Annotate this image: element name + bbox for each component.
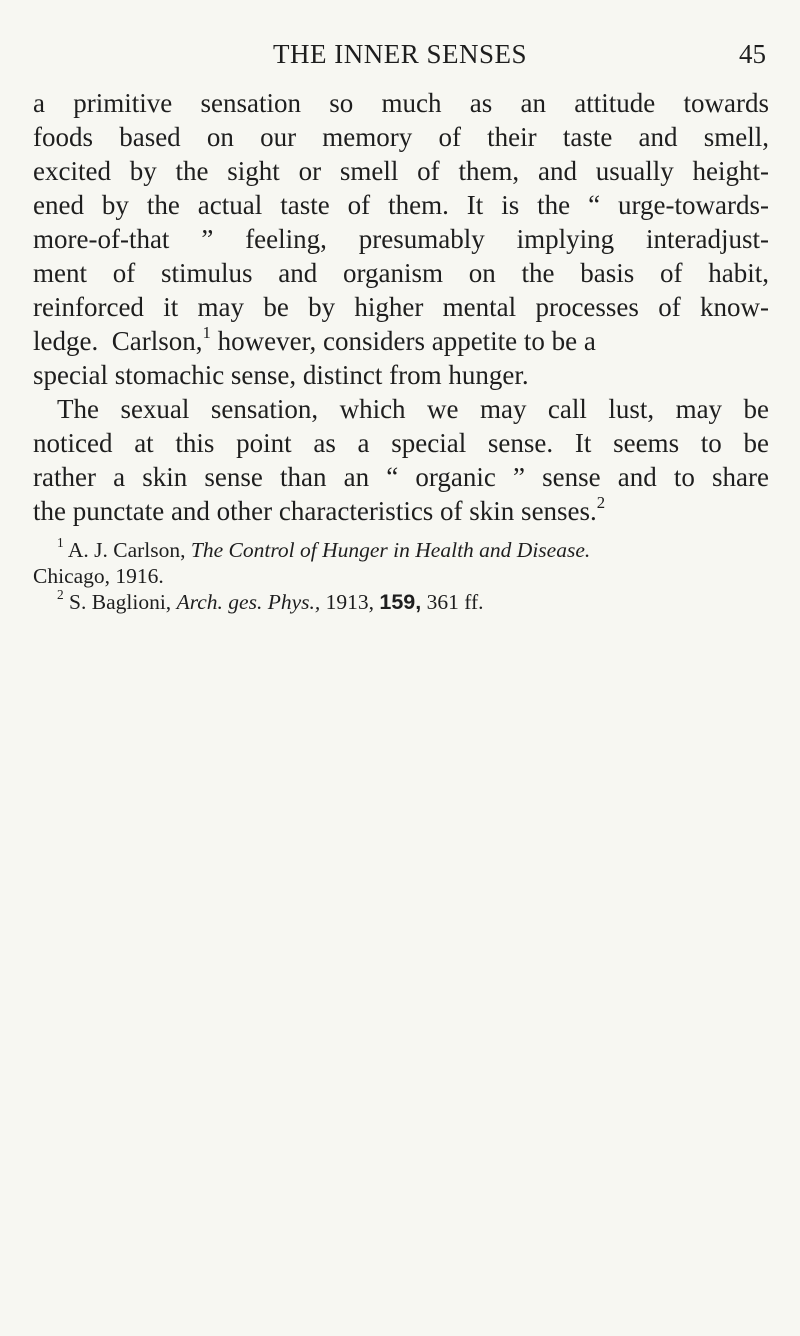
text-line: ened by the actual taste of them. It is the “ urge-towards- [33,190,769,220]
text-line: excited by the sight or smell of them, and usually height- [33,156,769,186]
text-line: rather a skin sense than an “ organic ” sense and to share [33,462,769,492]
footnote-author: A. J. Carlson, [67,538,186,562]
footnote-1-continued: Chicago, 1916. [33,564,164,588]
footnote-number: 1 [57,534,64,550]
page-number: 45 [739,39,766,69]
text-fragment: the punctate and other characteristics of skin senses. [33,496,597,526]
footnote-2 [57,588,484,616]
text-fragment: ledge. [33,326,99,356]
text-line: a primitive sensation so much as an attitude towards [33,88,769,118]
footnote-1 [57,536,590,564]
running-title: THE INNER SENSES [272,39,527,69]
footnote-ref-2: 2 [596,492,606,512]
text-line: noticed at this point as a special sense. It seems to be [33,428,769,458]
text-line [33,494,769,528]
footnote-number: 2 [57,586,64,602]
footnote-title: The Control of Hunger in Health and Disease. [190,538,591,562]
carlson-name: Carlson, [111,326,203,356]
footnote-ref-1: 1 [202,322,211,342]
text-line: special stomachic sense, distinct from hunger. [33,360,529,390]
footnote-pages: 361 ff. [426,590,484,614]
footnote-journal: Arch. ges. Phys., [176,590,321,614]
footnote-volume: 159, [379,590,422,614]
footnote-year: 1913, [325,590,375,614]
footnote-author: S. Baglioni, [69,590,172,614]
text-fragment: however, considers appetite to be a [217,326,596,356]
page-header [0,34,800,74]
text-line: ment of stimulus and organism on the basis of habit, [33,258,769,288]
text-line: more-of-that ” feeling, presumably implying interadjust- [33,224,769,254]
text-line: foods based on our memory of their taste and smell, [33,122,769,152]
text-line [33,324,769,358]
text-line: The sexual sensation, which we may call lust, may be [57,394,769,424]
text-line: reinforced it may be by higher mental processes of know- [33,292,769,322]
